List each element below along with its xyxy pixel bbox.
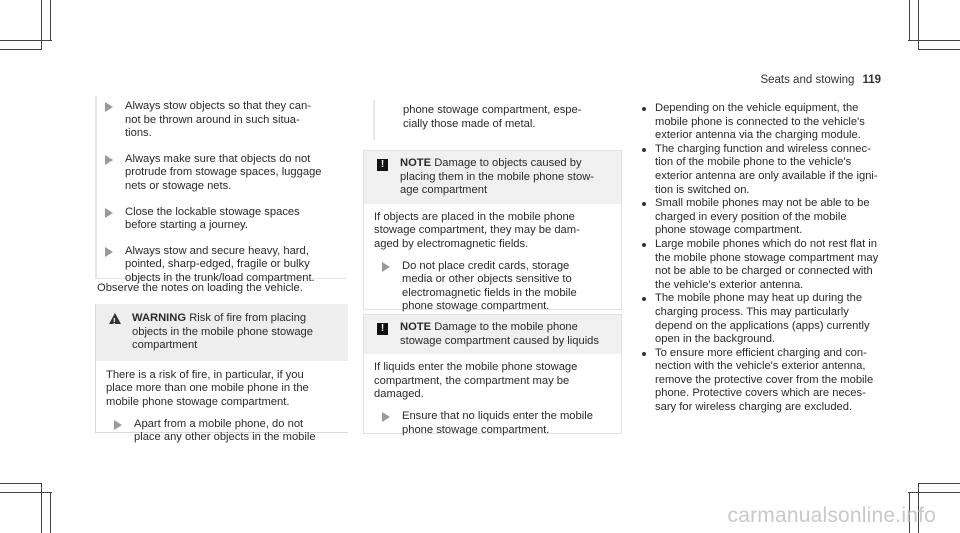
crop-mark bbox=[41, 0, 42, 50]
observe-notes: Observe the notes on loading the vehicle. bbox=[97, 282, 303, 294]
crop-mark bbox=[50, 492, 51, 533]
exclamation-icon: ! bbox=[377, 323, 388, 335]
arrow-icon bbox=[382, 262, 390, 272]
crop-mark bbox=[918, 49, 960, 50]
list-item: The charging function and wireless connec- tion of the mobile phone to the vehicle's exterior antenna are only available if the igni- tion is switched on. bbox=[641, 143, 891, 197]
arrow-icon bbox=[105, 247, 113, 257]
bullet-dot-icon bbox=[642, 107, 646, 111]
note-label: NOTE bbox=[400, 321, 432, 333]
section-title: Seats and stowing bbox=[760, 74, 855, 86]
arrow-icon bbox=[105, 208, 113, 218]
note-title: Damage to objects caused by placing them in the mobile phone stow- age compartment bbox=[400, 157, 595, 197]
crop-mark bbox=[0, 49, 42, 50]
warning-body: There is a risk of fire, in particular, if you place more than one mobile phone in the mobile phone stowage compartment. Apart from a mobile phone, do not place any other objects in the mobile bbox=[96, 361, 348, 451]
list-item: Small mobile phones may not be able to be charged in every position of the mobile phone stowage compartment. bbox=[641, 197, 891, 238]
list-item: Large mobile phones which do not rest flat in the mobile phone stowage compartment may not be able to be charged or connected with the vehicle's exterior antenna. bbox=[641, 238, 891, 292]
note-title: Damage to the mobile phone stowage compartment caused by liquids bbox=[400, 321, 599, 347]
list-item: Always make sure that objects do not protrude from stowage spaces, luggage nets or stowage nets. bbox=[97, 153, 347, 194]
bullet-dot-icon bbox=[642, 243, 646, 247]
list-item: Do not place credit cards, storage media or other objects sensitive to electromagnetic fields in the mobile phone stowage compartment. bbox=[374, 260, 611, 314]
note-header bbox=[364, 315, 621, 354]
crop-mark bbox=[918, 483, 960, 484]
bullet-dot-icon bbox=[642, 352, 646, 356]
bullet-dot-icon bbox=[642, 297, 646, 301]
list-item: Close the lockable stowage spaces before starting a journey. bbox=[97, 206, 347, 233]
crop-mark bbox=[908, 492, 960, 493]
note-header bbox=[364, 151, 621, 204]
charging-info-list bbox=[641, 102, 891, 415]
warning-header bbox=[96, 304, 348, 361]
crop-mark bbox=[50, 0, 51, 41]
arrow-icon bbox=[105, 102, 113, 112]
list-item: Always stow and secure heavy, hard, pointed, sharp-edged, fragile or bulky objects in the trunk/load compartment. bbox=[97, 245, 347, 286]
warning-title: Risk of fire from placing objects in the mobile phone stowage compartment bbox=[132, 312, 313, 352]
warning-continuation: phone stowage compartment, espe- cially those made of metal. bbox=[373, 100, 648, 140]
crop-mark bbox=[41, 483, 42, 533]
list-item: Apart from a mobile phone, do not place any other objects in the mobile bbox=[106, 418, 338, 445]
arrow-icon bbox=[105, 155, 113, 165]
arrow-icon bbox=[382, 412, 390, 422]
warning-box bbox=[95, 304, 348, 444]
list-item: Depending on the vehicle equipment, the mobile phone is connected to the vehicle's exterior antenna via the charging module. bbox=[641, 102, 891, 143]
bullet-dot-icon bbox=[642, 202, 646, 206]
note-box-electromagnetic bbox=[363, 150, 622, 313]
page-number: 119 bbox=[862, 74, 881, 86]
watermark: carmanualsonline.info bbox=[727, 504, 936, 527]
crop-mark bbox=[909, 0, 910, 41]
list-item: Always stow objects so that they can- not be thrown around in such situa- tions. bbox=[97, 100, 347, 141]
crop-mark bbox=[918, 0, 919, 50]
list-item: The mobile phone may heat up during the charging process. This may particularly depend on the applications (apps) currently open in the background. bbox=[641, 292, 891, 346]
note-label: NOTE bbox=[400, 157, 432, 169]
exclamation-icon: ! bbox=[377, 159, 388, 171]
note-body: If objects are placed in the mobile phone stowage compartment, they may be dam- aged by electromagnetic fields. Do not place credit cards, storage media or other objects sensitive to electromagnetic fields in the mobile phone stowage compartment. bbox=[364, 204, 621, 318]
running-header bbox=[760, 74, 881, 86]
note-body: If liquids enter the mobile phone stowage compartment, the compartment may be damaged. Ensure that no liquids enter the mobile phone stowage compartment. bbox=[364, 354, 621, 441]
list-item: Ensure that no liquids enter the mobile phone stowage compartment. bbox=[374, 410, 611, 437]
bullet-dot-icon bbox=[642, 148, 646, 152]
warning-label: WARNING bbox=[132, 312, 187, 324]
crop-mark bbox=[0, 40, 52, 41]
safety-bullet-list bbox=[95, 96, 347, 284]
arrow-icon bbox=[114, 420, 122, 430]
crop-mark bbox=[0, 483, 42, 484]
note-box-liquids bbox=[363, 314, 622, 434]
warning-triangle-icon: ! bbox=[109, 313, 121, 324]
crop-mark bbox=[908, 40, 960, 41]
list-item: To ensure more efficient charging and con- nection with the vehicle's exterior antenna, remove the protective cover from the mobile phone. Protective covers which are neces- sary for wireless charging are excluded. bbox=[641, 347, 891, 415]
crop-mark bbox=[0, 492, 52, 493]
